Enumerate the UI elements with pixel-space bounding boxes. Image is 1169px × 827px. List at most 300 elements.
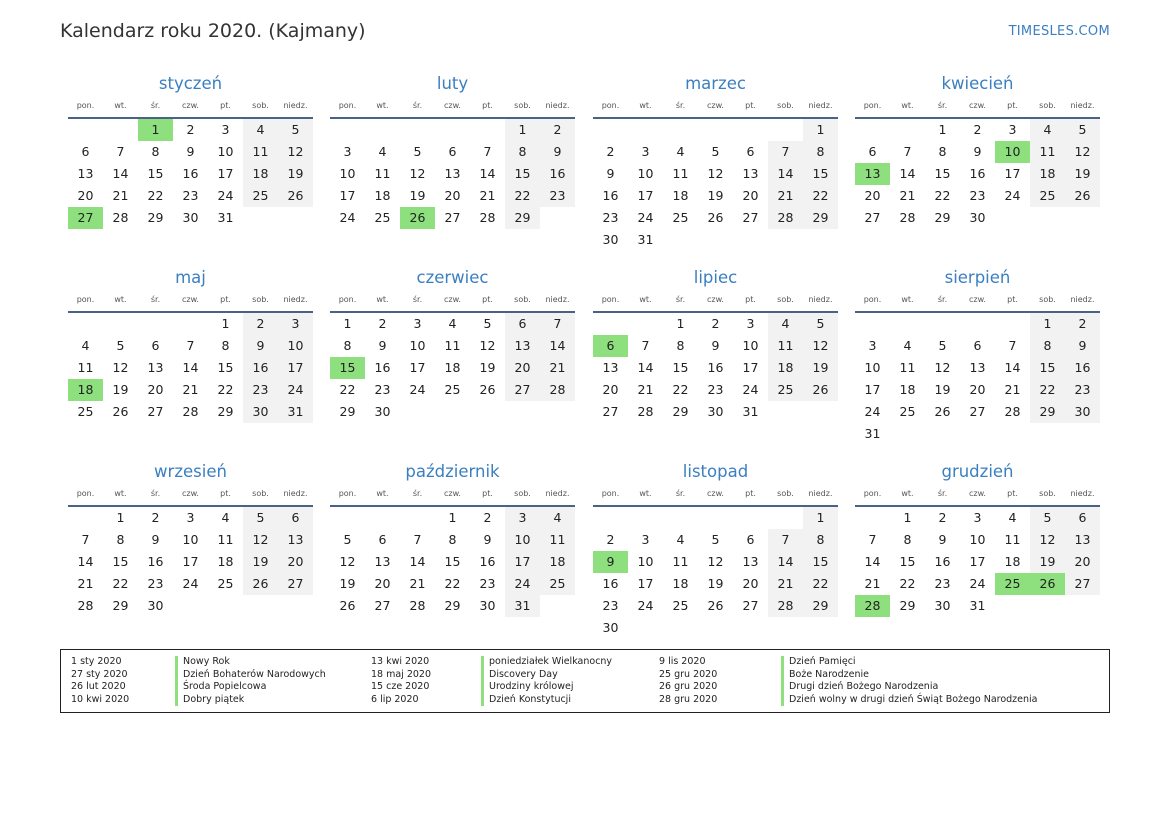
day-cell: 1: [903, 510, 912, 525]
day-cell: 27: [278, 573, 313, 595]
day-cell: 23: [540, 185, 575, 207]
empty-cell: [803, 617, 838, 639]
weekday-header: [68, 101, 313, 115]
day-cell: 2: [540, 119, 575, 141]
empty-cell: [435, 401, 470, 423]
day-cell: 6: [746, 144, 755, 159]
day-cell: 24: [339, 210, 356, 225]
day-cell: 26: [112, 404, 129, 419]
day-cell: 15: [505, 163, 540, 185]
day-cell: 20: [969, 382, 986, 397]
day-cell: 1: [938, 122, 947, 137]
week-row: [855, 595, 1100, 617]
day-cell: 7: [540, 313, 575, 335]
weekday-label: pt.: [482, 489, 493, 498]
day-cell: 27: [374, 598, 391, 613]
day-cell: 20: [742, 576, 759, 591]
day-cell: 12: [803, 335, 838, 357]
legend-date: 6 lip 2020: [371, 693, 419, 705]
weekday-label: śr.: [675, 101, 686, 110]
weekday-label: niedz.: [283, 101, 308, 110]
day-cell: 26: [339, 598, 356, 613]
day-cell: 10: [637, 166, 654, 181]
day-cell: 29: [112, 598, 129, 613]
empty-cell: [103, 313, 138, 335]
day-cell: 31: [278, 401, 313, 423]
day-cell: 26: [479, 382, 496, 397]
weekday-label: wt.: [376, 101, 389, 110]
day-cell: 2: [378, 316, 387, 331]
day-cell: 13: [969, 360, 986, 375]
day-cell: 16: [147, 554, 164, 569]
holiday-day-cell: 28: [855, 595, 890, 617]
day-cell: 24: [637, 210, 654, 225]
weekday-label: śr.: [412, 489, 423, 498]
empty-cell: [470, 401, 505, 423]
weekday-label: pt.: [482, 295, 493, 304]
day-cell: 23: [182, 188, 199, 203]
day-cell: 8: [803, 529, 838, 551]
weekday-label: niedz.: [808, 295, 833, 304]
day-cell: 2: [606, 144, 615, 159]
day-cell: 22: [339, 382, 356, 397]
day-cell: 3: [186, 510, 195, 525]
day-cell: 29: [899, 598, 916, 613]
empty-cell: [68, 313, 103, 335]
day-cell: 23: [479, 576, 496, 591]
empty-cell: [995, 207, 1030, 229]
weekday-label: pt.: [220, 295, 231, 304]
month-block: [855, 72, 1100, 229]
day-cell: 17: [864, 382, 881, 397]
weekday-label: śr.: [412, 295, 423, 304]
day-cell: 7: [81, 532, 90, 547]
month-name: luty: [436, 74, 469, 93]
week-row: [593, 529, 838, 551]
weekday-label: sob.: [1039, 295, 1056, 304]
day-cell: 28: [1004, 404, 1021, 419]
empty-cell: [733, 229, 768, 251]
weekday-label: sob.: [777, 489, 794, 498]
empty-cell: [663, 507, 698, 529]
week-row: [593, 507, 838, 529]
weekday-label: czw.: [969, 101, 986, 110]
weekday-label: pon.: [601, 101, 620, 110]
week-row: [593, 573, 838, 595]
week-row: [68, 119, 313, 141]
weekday-header: [330, 295, 575, 309]
day-cell: 24: [409, 382, 426, 397]
month-block: [593, 460, 838, 639]
legend-date: 9 lis 2020: [659, 656, 706, 667]
day-cell: 4: [378, 144, 387, 159]
week-row: [68, 335, 313, 357]
weekday-header: [593, 489, 838, 503]
month-name: lipiec: [693, 268, 738, 287]
day-cell: 27: [742, 598, 759, 613]
day-cell: 8: [151, 144, 160, 159]
day-cell: 1: [803, 119, 838, 141]
day-cell: 16: [182, 166, 199, 181]
day-cell: 11: [899, 360, 916, 375]
day-cell: 3: [973, 510, 982, 525]
day-cell: 30: [243, 401, 278, 423]
day-cell: 29: [803, 595, 838, 617]
month-name: listopad: [682, 462, 749, 481]
day-cell: 13: [1065, 529, 1100, 551]
legend-holiday-name: Dzień Bohaterów Narodowych: [175, 669, 326, 682]
day-cell: 25: [217, 576, 234, 591]
week-row: [68, 185, 313, 207]
week-row: [330, 207, 575, 229]
day-cell: 14: [864, 554, 881, 569]
day-cell: 18: [1004, 554, 1021, 569]
day-cell: 10: [409, 338, 426, 353]
day-cell: 19: [112, 382, 129, 397]
day-cell: 14: [409, 554, 426, 569]
day-cell: 4: [1008, 510, 1017, 525]
legend-holiday-name: Nowy Rok: [175, 656, 326, 669]
day-cell: 23: [147, 576, 164, 591]
day-cell: 31: [864, 426, 881, 441]
weekday-label: pon.: [601, 489, 620, 498]
day-cell: 21: [768, 573, 803, 595]
day-cell: 25: [374, 210, 391, 225]
day-cell: 9: [483, 532, 492, 547]
day-cell: 8: [505, 141, 540, 163]
week-row: [593, 379, 838, 401]
day-cell: 20: [147, 382, 164, 397]
empty-cell: [365, 507, 400, 529]
weekday-label: pt.: [220, 101, 231, 110]
week-row: [593, 335, 838, 357]
day-cell: 7: [116, 144, 125, 159]
day-cell: 8: [221, 338, 230, 353]
day-cell: 9: [151, 532, 160, 547]
month-block: [330, 72, 575, 229]
day-cell: 6: [746, 532, 755, 547]
day-cell: 25: [672, 210, 689, 225]
day-cell: 21: [112, 188, 129, 203]
day-cell: 20: [278, 551, 313, 573]
day-cell: 7: [868, 532, 877, 547]
day-cell: 18: [540, 551, 575, 573]
day-cell: 2: [711, 316, 720, 331]
weekday-label: niedz.: [1070, 295, 1095, 304]
week-row: [68, 357, 313, 379]
week-row: [68, 313, 313, 335]
day-cell: 20: [444, 188, 461, 203]
day-cell: 4: [243, 119, 278, 141]
day-cell: 27: [742, 210, 759, 225]
day-cell: 14: [768, 163, 803, 185]
weekday-label: pon.: [76, 489, 95, 498]
day-cell: 15: [147, 166, 164, 181]
weekday-label: wt.: [114, 101, 127, 110]
day-cell: 16: [540, 163, 575, 185]
day-cell: 11: [374, 166, 391, 181]
day-cell: 6: [505, 313, 540, 335]
day-cell: 23: [969, 188, 986, 203]
day-cell: 30: [182, 210, 199, 225]
day-cell: 5: [243, 507, 278, 529]
week-row: [855, 141, 1100, 163]
day-cell: 9: [606, 166, 615, 181]
day-cell: 31: [505, 595, 540, 617]
day-cell: 14: [768, 551, 803, 573]
legend-holiday-name: poniedziałek Wielkanocny: [481, 656, 612, 669]
day-cell: 15: [934, 166, 951, 181]
day-cell: 19: [707, 576, 724, 591]
week-row: [855, 207, 1100, 229]
day-cell: 3: [1008, 122, 1017, 137]
empty-cell: [68, 507, 103, 529]
empty-cell: [768, 401, 803, 423]
day-cell: 16: [243, 357, 278, 379]
holiday-day-cell: 15: [330, 357, 365, 379]
month-name: kwiecień: [941, 74, 1014, 93]
weekday-header: [855, 101, 1100, 115]
day-cell: 3: [746, 316, 755, 331]
day-cell: 13: [147, 360, 164, 375]
day-cell: 7: [186, 338, 195, 353]
month-block: [330, 266, 575, 423]
month-block: [68, 266, 313, 423]
weekday-label: czw.: [182, 489, 199, 498]
day-cell: 6: [81, 144, 90, 159]
day-cell: 7: [768, 529, 803, 551]
weekday-label: pt.: [1007, 489, 1018, 498]
day-cell: 1: [676, 316, 685, 331]
month-block: [855, 460, 1100, 617]
weekday-label: wt.: [376, 489, 389, 498]
day-cell: 14: [899, 166, 916, 181]
weekday-label: niedz.: [283, 489, 308, 498]
week-row: [855, 423, 1100, 445]
empty-cell: [663, 617, 698, 639]
empty-cell: [400, 119, 435, 141]
day-cell: 11: [444, 338, 461, 353]
weekday-label: pt.: [745, 489, 756, 498]
weekday-label: śr.: [937, 101, 948, 110]
day-cell: 11: [672, 554, 689, 569]
day-cell: 11: [217, 532, 234, 547]
day-cell: 3: [413, 316, 422, 331]
weekday-label: czw.: [707, 295, 724, 304]
day-cell: 29: [934, 210, 951, 225]
day-cell: 1: [221, 316, 230, 331]
week-row: [593, 207, 838, 229]
weekday-label: pon.: [863, 489, 882, 498]
day-cell: 22: [803, 573, 838, 595]
legend-holiday-name: Boże Narodzenie: [781, 669, 1038, 682]
day-cell: 20: [742, 188, 759, 203]
day-cell: 29: [672, 404, 689, 419]
day-cell: 31: [637, 232, 654, 247]
day-cell: 1: [116, 510, 125, 525]
day-cell: 28: [768, 207, 803, 229]
day-cell: 15: [1030, 357, 1065, 379]
month-name: wrzesień: [154, 462, 227, 481]
month-block: [593, 266, 838, 423]
day-cell: 19: [409, 188, 426, 203]
day-cell: 18: [1030, 163, 1065, 185]
holiday-day-cell: 27: [68, 207, 103, 229]
day-cell: 11: [77, 360, 94, 375]
week-row: [855, 379, 1100, 401]
month-block: [593, 72, 838, 251]
weekday-label: pon.: [601, 295, 620, 304]
weekday-label: śr.: [412, 101, 423, 110]
day-cell: 18: [672, 576, 689, 591]
legend-holiday-name: Dzień wolny w drugi dzień Świąt Bożego Narodzenia: [781, 694, 1038, 707]
month-block: [68, 460, 313, 617]
week-row: [593, 401, 838, 423]
weekday-header: [68, 489, 313, 503]
site-link[interactable]: TIMESLES.COM: [1008, 24, 1110, 39]
day-cell: 8: [903, 532, 912, 547]
day-cell: 23: [602, 210, 619, 225]
weekday-label: pt.: [1007, 295, 1018, 304]
week-row: [855, 163, 1100, 185]
day-cell: 28: [479, 210, 496, 225]
day-cell: 28: [77, 598, 94, 613]
day-cell: 11: [243, 141, 278, 163]
day-cell: 23: [243, 379, 278, 401]
day-cell: 21: [409, 576, 426, 591]
week-row: [593, 163, 838, 185]
empty-cell: [540, 595, 575, 617]
day-cell: 21: [899, 188, 916, 203]
day-cell: 4: [903, 338, 912, 353]
day-cell: 5: [1065, 119, 1100, 141]
holiday-day-cell: 10: [995, 141, 1030, 163]
day-cell: 15: [444, 554, 461, 569]
empty-cell: [855, 119, 890, 141]
day-cell: 10: [182, 532, 199, 547]
day-cell: 8: [448, 532, 457, 547]
day-cell: 13: [374, 554, 391, 569]
empty-cell: [768, 617, 803, 639]
weekday-label: wt.: [901, 295, 914, 304]
day-cell: 11: [1004, 532, 1021, 547]
day-cell: 20: [374, 576, 391, 591]
legend-name-column: [781, 656, 1038, 706]
week-row: [855, 551, 1100, 573]
weekday-label: czw.: [969, 295, 986, 304]
week-row: [593, 229, 838, 251]
day-cell: 13: [602, 360, 619, 375]
month-name: sierpień: [944, 268, 1011, 287]
day-cell: 23: [934, 576, 951, 591]
day-cell: 18: [444, 360, 461, 375]
week-row: [855, 573, 1100, 595]
day-cell: 21: [479, 188, 496, 203]
day-cell: 21: [1004, 382, 1021, 397]
day-cell: 9: [540, 141, 575, 163]
weekday-label: pt.: [1007, 101, 1018, 110]
week-row: [593, 551, 838, 573]
day-cell: 23: [602, 598, 619, 613]
day-cell: 14: [112, 166, 129, 181]
empty-cell: [243, 207, 278, 229]
weekday-label: wt.: [114, 489, 127, 498]
empty-cell: [960, 423, 995, 445]
empty-cell: [855, 313, 890, 335]
empty-cell: [698, 507, 733, 529]
day-cell: 6: [868, 144, 877, 159]
day-cell: 22: [1030, 379, 1065, 401]
legend-holiday-name: Dzień Konstytucji: [481, 694, 612, 707]
legend-date-column: [371, 656, 431, 706]
empty-cell: [138, 313, 173, 335]
day-cell: 26: [278, 185, 313, 207]
day-cell: 27: [444, 210, 461, 225]
empty-cell: [995, 595, 1030, 617]
day-cell: 6: [1065, 507, 1100, 529]
empty-cell: [593, 313, 628, 335]
day-cell: 2: [938, 510, 947, 525]
day-cell: 2: [606, 532, 615, 547]
day-cell: 5: [1030, 507, 1065, 529]
legend-date: 10 kwi 2020: [71, 693, 130, 705]
week-row: [330, 119, 575, 141]
empty-cell: [278, 595, 313, 617]
weekday-label: wt.: [639, 489, 652, 498]
week-row: [593, 119, 838, 141]
day-cell: 22: [112, 576, 129, 591]
weekday-label: niedz.: [808, 489, 833, 498]
empty-cell: [400, 401, 435, 423]
day-cell: 11: [540, 529, 575, 551]
weekday-label: wt.: [376, 295, 389, 304]
day-cell: 28: [768, 595, 803, 617]
day-cell: 13: [444, 166, 461, 181]
day-cell: 4: [448, 316, 457, 331]
day-cell: 25: [1030, 185, 1065, 207]
day-cell: 19: [339, 576, 356, 591]
day-cell: 17: [505, 551, 540, 573]
day-cell: 6: [973, 338, 982, 353]
day-cell: 13: [742, 554, 759, 569]
day-cell: 11: [768, 335, 803, 357]
weekday-label: sob.: [514, 101, 531, 110]
weekday-label: niedz.: [808, 101, 833, 110]
day-cell: 30: [479, 598, 496, 613]
day-cell: 4: [221, 510, 230, 525]
day-cell: 1: [448, 510, 457, 525]
day-cell: 27: [505, 379, 540, 401]
empty-cell: [698, 119, 733, 141]
empty-cell: [103, 119, 138, 141]
legend-holiday-name: Środa Popielcowa: [175, 681, 326, 694]
empty-cell: [768, 507, 803, 529]
empty-cell: [1030, 207, 1065, 229]
day-cell: 16: [602, 188, 619, 203]
day-cell: 5: [711, 144, 720, 159]
day-cell: 27: [969, 404, 986, 419]
empty-cell: [768, 229, 803, 251]
day-cell: 5: [711, 532, 720, 547]
day-cell: 7: [641, 338, 650, 353]
day-cell: 9: [973, 144, 982, 159]
day-cell: 15: [217, 360, 234, 375]
weekday-label: pt.: [482, 101, 493, 110]
day-cell: 10: [637, 554, 654, 569]
week-row: [68, 551, 313, 573]
day-cell: 16: [374, 360, 391, 375]
day-cell: 9: [378, 338, 387, 353]
